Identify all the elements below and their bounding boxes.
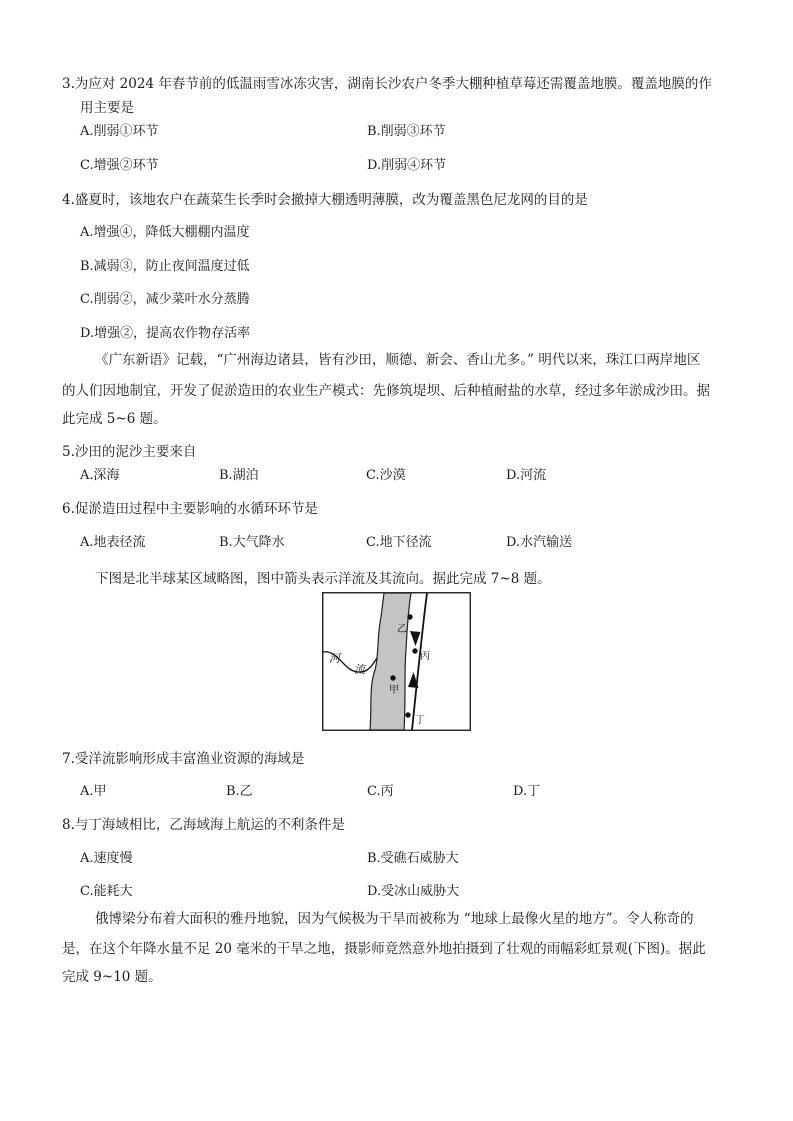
label-river-1: 河 [329,652,340,665]
q4-option-c: C.削弱②，减少菜叶水分蒸腾 [80,292,250,307]
q6-option-c: C.地下径流 [366,535,432,550]
q3-option-c: C.增强②环节 [80,158,159,173]
q4-option-b: B.减弱③，防止夜间温度过低 [80,259,250,274]
q7-option-c: C.丙 [367,784,394,799]
region-map [322,592,471,731]
q7-option-a: A.甲 [80,784,107,799]
q7-option-b: B.乙 [226,784,253,799]
q8-option-a: A.速度慢 [80,851,133,866]
point-ding [405,712,410,717]
q5-option-b: B.湖泊 [219,468,259,483]
label-bing: 丙 [420,651,430,662]
passage1-line2: 的人们因地制宜，开发了促淤造田的农业生产模式：先修筑堤坝、后种植耐盐的水草，经过多年淤成沙田。据 [62,383,710,399]
q6-stem: 6.促淤造田过程中主要影响的水循环环节是 [62,501,318,517]
q8-stem: 8.与丁海域相比，乙海域海上航运的不利条件是 [62,817,345,833]
q6-option-d: D.水汽输送 [506,535,573,550]
label-jia: 甲 [389,685,399,696]
q7-stem: 7.受洋流影响形成丰富渔业资源的海域是 [62,751,305,767]
point-bing [412,648,417,653]
q3-option-a: A.削弱①环节 [80,124,159,139]
q6-option-b: B.大气降水 [219,535,285,550]
q3-stem-line1: 3.为应对 2024 年春节前的低温雨雪冰冻灾害，湖南长沙农户冬季大棚种植草莓还需覆盖地膜。覆盖地膜的作 [62,76,712,92]
label-ding: 丁 [415,715,425,726]
passage1-line3: 此完成 5~6 题。 [62,411,167,427]
q8-option-c: C.能耗大 [80,884,133,899]
q5-option-a: A.深海 [80,468,120,483]
q5-stem: 5.沙田的泥沙主要来自 [62,444,197,460]
point-jia [390,675,395,680]
q4-stem: 4.盛夏时，该地农户在蔬菜生长季时会撤掉大棚透明薄膜，改为覆盖黑色尼龙网的目的是 [62,192,588,208]
passage3-line1: 俄博梁分布着大面积的雅丹地貌，因为气候极为干旱而被称为 “地球上最像火星的地方”。令人称奇的 [95,911,694,927]
passage1-line1: 《广东新语》记载，“广州海边诸县，皆有沙田，顺德、新会、香山尤多。” 明代以来，珠江口两岸地区 [95,352,701,368]
q8-option-d: D.受冰山威胁大 [367,884,460,899]
q8-option-b: B.受礁石威胁大 [367,851,459,866]
point-yi [407,614,412,619]
q5-option-c: C.沙漠 [366,468,406,483]
q3-stem-line2: 用主要是 [80,100,134,116]
label-river-2: 流 [354,663,365,676]
q7-option-d: D.丁 [513,784,541,799]
q4-option-a: A.增强④，降低大棚棚内温度 [80,225,250,240]
q3-option-b: B.削弱③环节 [367,124,446,139]
q6-option-a: A.地表径流 [80,535,146,550]
label-yi: 乙 [397,624,407,635]
passage3-line3: 完成 9~10 题。 [62,969,162,985]
q4-option-d: D.增强②，提高农作物存活率 [80,326,251,341]
passage2-line1: 下图是北半球某区域略图，图中箭头表示洋流及其流向。据此完成 7~8 题。 [95,571,551,587]
q5-option-d: D.河流 [506,468,547,483]
q3-option-d: D.削弱④环节 [367,158,447,173]
passage3-line2: 是，在这个年降水量不足 20 毫米的干旱之地，摄影师竟然意外地拍摄到了壮观的雨幅彩虹景观(下图)。据此 [62,941,706,957]
